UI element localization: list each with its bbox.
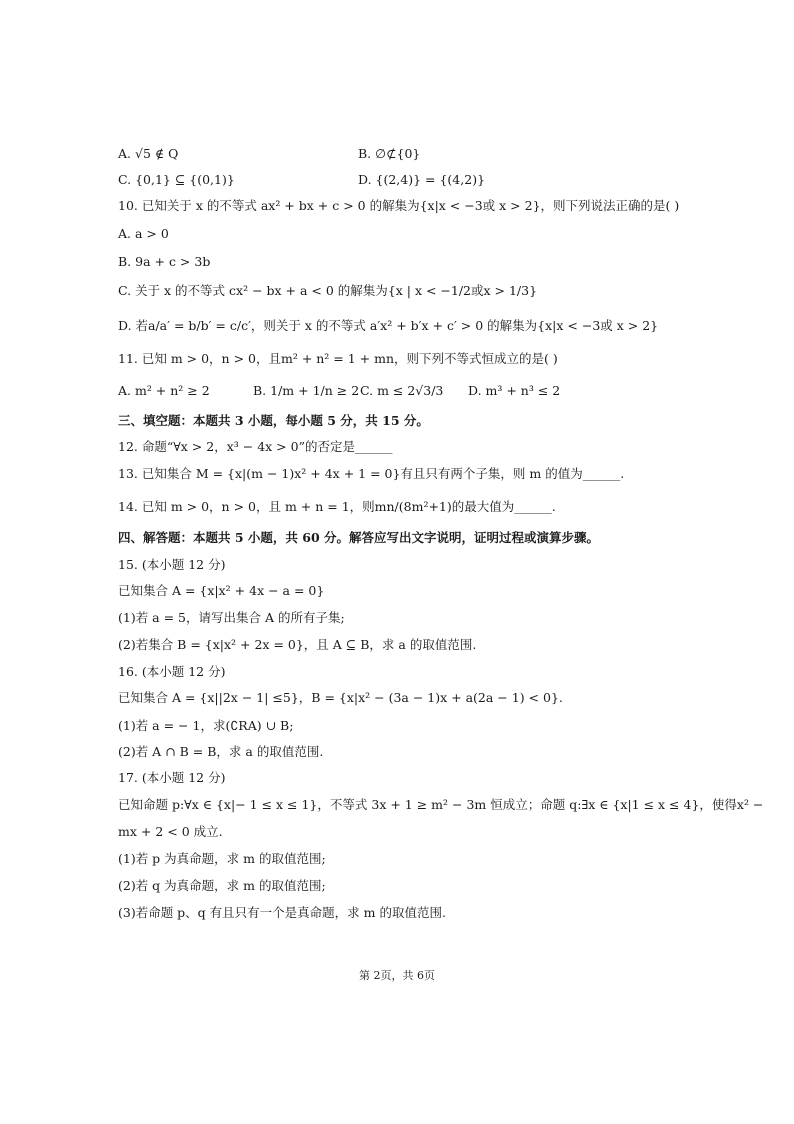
- q9-option-c: C. {0,1} ⊆ {(0,1)}: [118, 172, 235, 187]
- q15-line-1: 已知集合 A = {x|x² + 4x − a = 0}: [118, 583, 325, 598]
- q10-option-a: A. a > 0: [118, 226, 169, 241]
- q16-line-2: (1)若 a = − 1，求(∁RA) ∪ B;: [118, 718, 294, 733]
- q9-option-a: A. √5 ∉ Q: [118, 146, 179, 161]
- q9-option-b: B. ∅⊄{0}: [358, 146, 421, 161]
- q17-line-2: mx + 2 < 0 成立.: [118, 824, 223, 839]
- q16-line-3: (2)若 A ∩ B = B，求 a 的取值范围.: [118, 744, 324, 759]
- question-13: 13. 已知集合 M = {x|(m − 1)x² + 4x + 1 = 0}有且只有两个子集，则 m 的值为______.: [118, 466, 625, 481]
- q11-option-a: A. m² + n² ≥ 2: [118, 383, 210, 398]
- question-14: 14. 已知 m > 0，n > 0，且 m + n = 1，则mn/(8m²+1)的最大值为______.: [118, 499, 556, 514]
- section-3-heading: 三、填空题：本题共 3 小题，每小题 5 分，共 15 分。: [118, 413, 429, 428]
- q15-line-2: (1)若 a = 5，请写出集合 A 的所有子集;: [118, 610, 345, 625]
- q17-line-5: (3)若命题 p、q 有且只有一个是真命题，求 m 的取值范围.: [118, 905, 446, 920]
- q17-line-3: (1)若 p 为真命题，求 m 的取值范围;: [118, 851, 326, 866]
- q10-stem: 10. 已知关于 x 的不等式 ax² + bx + c > 0 的解集为{x|x < −3或 x > 2}，则下列说法正确的是( ): [118, 198, 680, 213]
- q15-header: 15. (本小题 12 分): [118, 557, 226, 572]
- page-footer: 第 2页，共 6页: [359, 969, 435, 982]
- question-12: 12. 命题“∀x > 2，x³ − 4x > 0”的否定是______: [118, 439, 393, 454]
- q11-stem: 11. 已知 m > 0，n > 0，且m² + n² = 1 + mn，则下列不等式恒成立的是( ): [118, 351, 558, 366]
- q16-line-1: 已知集合 A = {x||2x − 1| ≤5}，B = {x|x² − (3a − 1)x + a(2a − 1) < 0}.: [118, 690, 563, 705]
- q11-option-d: D. m³ + n³ ≤ 2: [468, 383, 561, 398]
- q17-line-1: 已知命题 p:∀x ∈ {x|− 1 ≤ x ≤ 1}，不等式 3x + 1 ≥ m² − 3m 恒成立；命题 q:∃x ∈ {x|1 ≤ x ≤ 4}，使得x² −: [118, 797, 764, 812]
- q9-option-d: D. {(2,4)} = {(4,2)}: [358, 172, 486, 187]
- q17-line-4: (2)若 q 为真命题，求 m 的取值范围;: [118, 878, 326, 893]
- q10-option-c: C. 关于 x 的不等式 cx² − bx + a < 0 的解集为{x | x < −1/2或x > 1/3}: [118, 283, 538, 298]
- q11-option-b: B. 1/m + 1/n ≥ 2: [253, 383, 360, 398]
- q11-option-c: C. m ≤ 2√3/3: [360, 383, 444, 398]
- q10-option-d: D. 若a/a′ = b/b′ = c/c′，则关于 x 的不等式 a′x² + b′x + c′ > 0 的解集为{x|x < −3或 x > 2}: [118, 318, 659, 333]
- section-4-heading: 四、解答题：本题共 5 小题，共 60 分。解答应写出文字说明，证明过程或演算步骤。: [118, 530, 600, 545]
- q15-line-3: (2)若集合 B = {x|x² + 2x = 0}，且 A ⊆ B，求 a 的取值范围.: [118, 637, 477, 652]
- q10-option-b: B. 9a + c > 3b: [118, 254, 211, 269]
- q16-header: 16. (本小题 12 分): [118, 664, 226, 679]
- q17-header: 17. (本小题 12 分): [118, 770, 226, 785]
